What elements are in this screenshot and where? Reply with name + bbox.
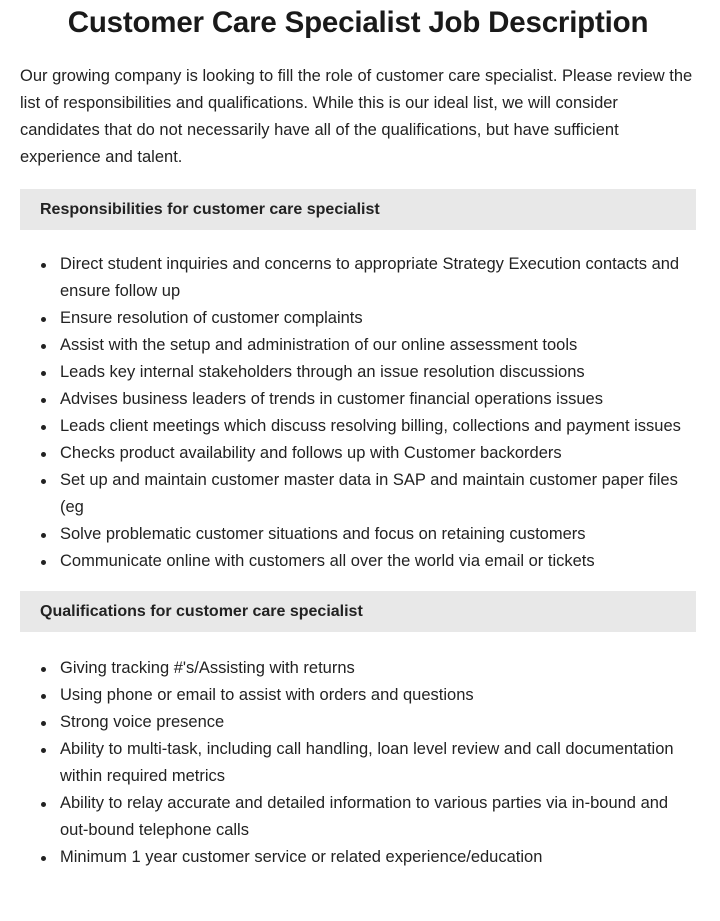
responsibilities-heading: Responsibilities for customer care specialist xyxy=(20,189,696,230)
list-item-text: Leads key internal stakeholders through an issue resolution discussions xyxy=(60,363,585,381)
list-item-text: Communicate online with customers all over the world via email or tickets xyxy=(60,552,595,570)
list-item xyxy=(20,682,696,709)
intro-paragraph: Our growing company is looking to fill the role of customer care specialist. Please review the list of responsibilities and qualifications. While this is our ideal list, we will consider candidates that do not necessarily have all of the qualifications, but have sufficient experience and talent. xyxy=(20,67,693,166)
bullet-icon xyxy=(41,802,46,807)
bullet-icon xyxy=(41,317,46,322)
list-item xyxy=(20,467,696,521)
bullet-icon xyxy=(41,694,46,699)
list-item xyxy=(20,844,696,871)
job-description-document xyxy=(20,0,696,871)
list-item-text: Using phone or email to assist with orders and questions xyxy=(60,686,474,704)
list-item xyxy=(20,332,696,359)
list-item-text: Minimum 1 year customer service or related experience/education xyxy=(60,848,543,866)
list-item xyxy=(20,790,696,844)
list-item xyxy=(20,251,696,305)
list-item xyxy=(20,359,696,386)
bullet-icon xyxy=(41,721,46,726)
list-item xyxy=(20,413,696,440)
list-item xyxy=(20,440,696,467)
list-item xyxy=(20,305,696,332)
page-title: Customer Care Specialist Job Description xyxy=(67,6,649,39)
qualifications-heading: Qualifications for customer care specialist xyxy=(20,591,696,632)
list-item-text: Set up and maintain customer master data in SAP and maintain customer paper files (eg xyxy=(60,471,678,516)
list-item xyxy=(20,521,696,548)
list-item xyxy=(20,548,696,575)
bullet-icon xyxy=(41,344,46,349)
bullet-icon xyxy=(41,371,46,376)
bullet-icon xyxy=(41,856,46,861)
qualifications-list xyxy=(20,655,696,871)
bullet-icon xyxy=(41,263,46,268)
list-item-text: Ensure resolution of customer complaints xyxy=(60,309,363,327)
list-item-text: Strong voice presence xyxy=(60,713,225,731)
list-item-text: Giving tracking #'s/Assisting with returns xyxy=(60,659,355,677)
responsibilities-list xyxy=(20,251,696,575)
list-item-text: Leads client meetings which discuss resolving billing, collections and payment issues xyxy=(60,417,681,435)
list-item-text: Advises business leaders of trends in customer financial operations issues xyxy=(60,390,603,408)
list-item-text: Solve problematic customer situations and focus on retaining customers xyxy=(60,525,586,543)
list-item xyxy=(20,736,696,790)
bullet-icon xyxy=(41,748,46,753)
list-item-text: Ability to relay accurate and detailed information to various parties via in-bound and out-bound telephone calls xyxy=(60,794,669,839)
bullet-icon xyxy=(41,425,46,430)
list-item xyxy=(20,655,696,682)
bullet-icon xyxy=(41,560,46,565)
bullet-icon xyxy=(41,452,46,457)
list-item-text: Assist with the setup and administration of our online assessment tools xyxy=(60,336,578,354)
bullet-icon xyxy=(41,667,46,672)
list-item-text: Checks product availability and follows up with Customer backorders xyxy=(60,444,562,462)
list-item xyxy=(20,386,696,413)
list-item xyxy=(20,709,696,736)
list-item-text: Ability to multi-task, including call handling, loan level review and call documentation within required metrics xyxy=(60,740,674,785)
bullet-icon xyxy=(41,479,46,484)
bullet-icon xyxy=(41,533,46,538)
bullet-icon xyxy=(41,398,46,403)
list-item-text: Direct student inquiries and concerns to appropriate Strategy Execution contacts and ensure follow up xyxy=(60,255,680,300)
